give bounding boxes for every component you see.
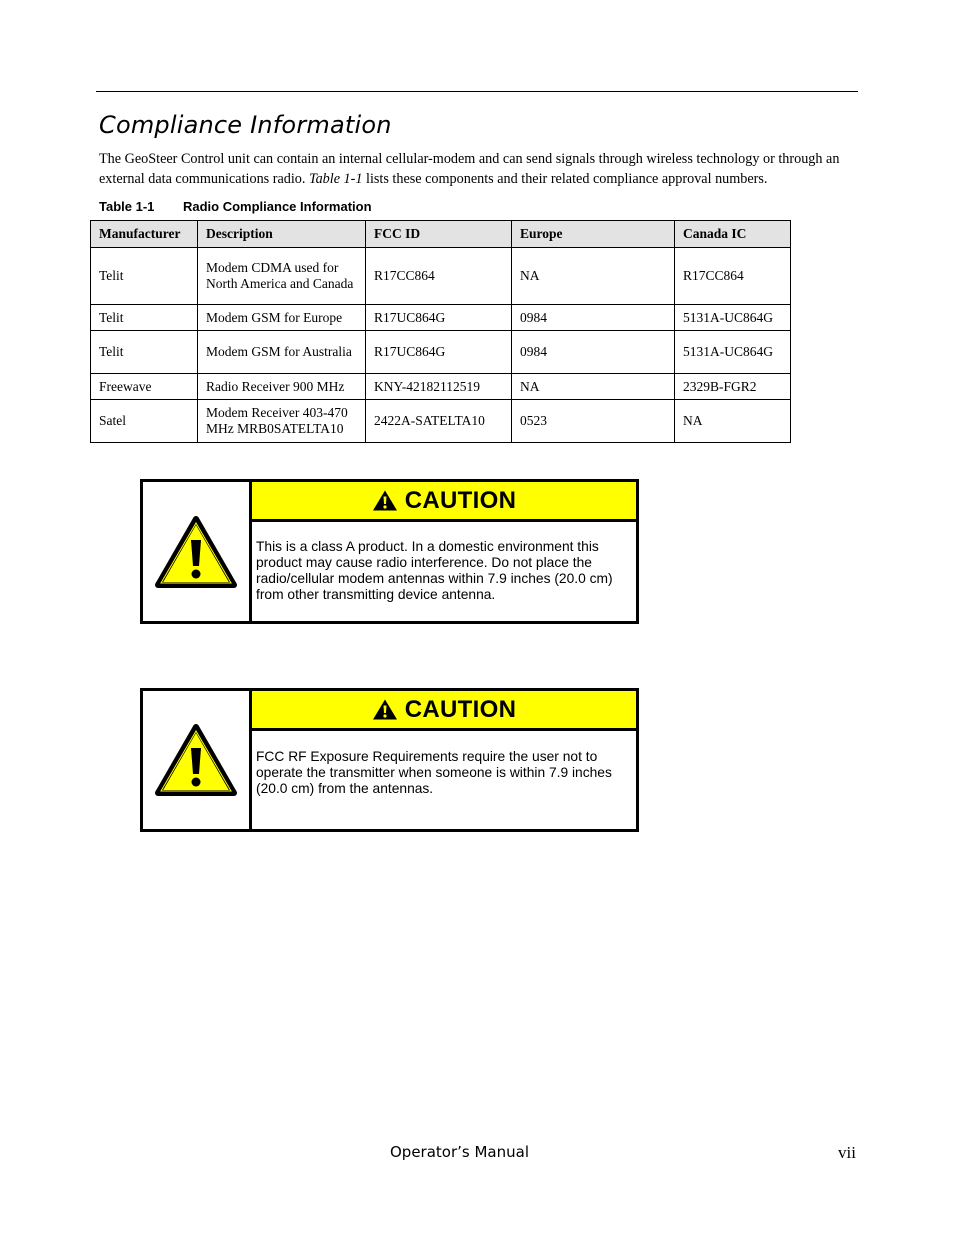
cell-fcc-id: R17CC864: [366, 248, 512, 305]
header-manufacturer: Manufacturer: [91, 221, 198, 248]
cell-canada-ic: 2329B-FGR2: [675, 374, 791, 400]
header-rule: [96, 91, 858, 92]
table-row: [91, 248, 791, 305]
caution-body: [252, 691, 636, 829]
table-caption-title: Radio Compliance Information: [183, 199, 372, 214]
cell-description: Modem GSM for Europe: [198, 305, 366, 331]
header-canada-ic: Canada IC: [675, 221, 791, 248]
warning-triangle-icon: [154, 514, 238, 590]
warning-triangle-small-icon: [372, 489, 398, 512]
cell-europe: 0984: [512, 305, 675, 331]
table-reference: Table 1-1: [308, 170, 363, 187]
footer-manual-title: Operator’s Manual: [390, 1143, 529, 1161]
intro-text-end: lists these components and their related compliance approval numbers.: [362, 170, 768, 187]
cell-manufacturer: Telit: [91, 248, 198, 305]
header-description: Description: [198, 221, 366, 248]
cell-description: Radio Receiver 900 MHz: [198, 374, 366, 400]
cell-description: Modem CDMA used for North America and Canada: [198, 248, 366, 305]
footer-page-number: vii: [838, 1143, 856, 1162]
cell-description: Modem GSM for Australia: [198, 331, 366, 374]
caution-banner: [252, 691, 636, 731]
cell-canada-ic: 5131A-UC864G: [675, 331, 791, 374]
table-caption-number: Table 1-1: [99, 199, 155, 214]
caution-box-rf-exposure: [140, 688, 639, 832]
cell-fcc-id: R17UC864G: [366, 305, 512, 331]
caution-body: [252, 482, 636, 621]
caution-icon-cell: [143, 691, 252, 829]
caution-label: CAUTION: [404, 695, 517, 723]
cell-manufacturer: Telit: [91, 331, 198, 374]
cell-manufacturer: Freewave: [91, 374, 198, 400]
table-row: [91, 305, 791, 331]
cell-canada-ic: 5131A-UC864G: [675, 305, 791, 331]
cell-manufacturer: Satel: [91, 400, 198, 443]
radio-compliance-table: [90, 220, 791, 443]
table-row: [91, 374, 791, 400]
caution-message: This is a class A product. In a domestic environment this product may cause radio interference. Do not place the radio/cellular modem antennas within 7.9 inches (20.0 cm) from other transmitting device antenna.: [256, 539, 613, 602]
warning-triangle-icon: [154, 722, 238, 798]
header-fcc-id: FCC ID: [366, 221, 512, 248]
table-header-row: [91, 221, 791, 248]
caution-icon-cell: [143, 482, 252, 621]
caution-message: FCC RF Exposure Requirements require the user not to operate the transmitter when someone is within 7.9 inches (20.0 cm) from the antennas.: [256, 749, 612, 796]
cell-canada-ic: R17CC864: [675, 248, 791, 305]
intro-text-start: The GeoSteer Control unit can contain an internal cellular-modem and can send signals through wireless technology or through an external data communications radio.: [99, 151, 840, 187]
header-europe: Europe: [512, 221, 675, 248]
cell-fcc-id: KNY-42182112519: [366, 374, 512, 400]
cell-europe: 0523: [512, 400, 675, 443]
warning-triangle-small-icon: [372, 698, 398, 721]
page-title: Compliance Information: [99, 111, 392, 139]
table-row: [91, 331, 791, 374]
cell-fcc-id: 2422A-SATELTA10: [366, 400, 512, 443]
caution-label: CAUTION: [404, 486, 517, 514]
caution-box-class-a: [140, 479, 639, 624]
table-caption: [99, 199, 372, 214]
caution-banner: [252, 482, 636, 522]
cell-europe: 0984: [512, 331, 675, 374]
cell-manufacturer: Telit: [91, 305, 198, 331]
cell-description: Modem Receiver 403-470 MHz MRB0SATELTA10: [198, 400, 366, 443]
table-row: [91, 400, 791, 443]
cell-canada-ic: NA: [675, 400, 791, 443]
cell-europe: NA: [512, 374, 675, 400]
cell-fcc-id: R17UC864G: [366, 331, 512, 374]
cell-europe: NA: [512, 248, 675, 305]
intro-paragraph: [99, 150, 859, 189]
